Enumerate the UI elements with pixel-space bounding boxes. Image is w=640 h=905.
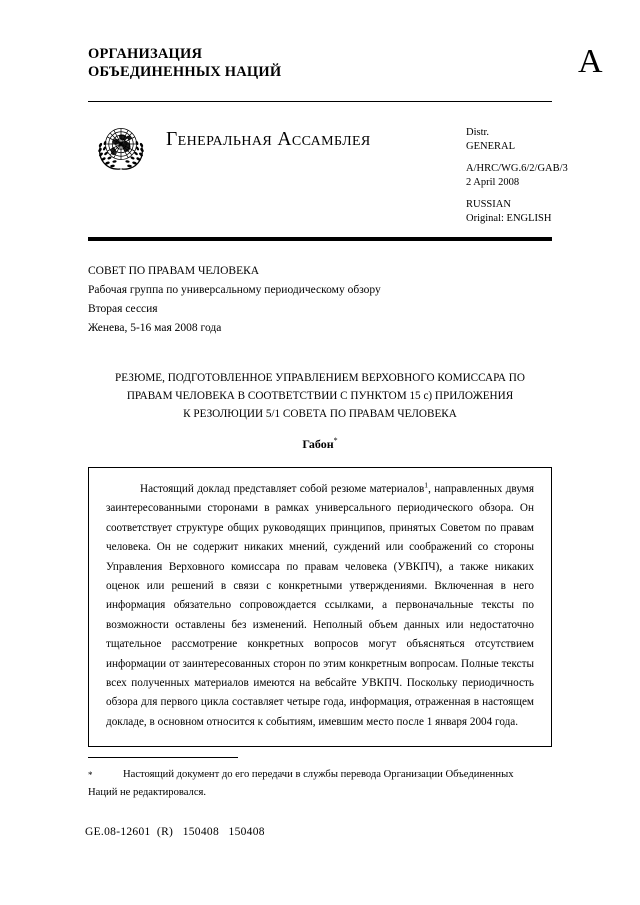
general-assembly-title: Генеральная Ассамблея xyxy=(166,129,371,150)
summary-part1: Настоящий доклад представляет собой резюме материалов xyxy=(140,483,425,495)
header-rule-thick xyxy=(88,237,552,241)
council-block xyxy=(88,262,381,338)
footnote-text: Настоящий документ до его передачи в службы перевода Организации Объединенных Наций не редактировался. xyxy=(88,769,514,798)
country-footnote-mark: * xyxy=(333,436,338,445)
distr-value: GENERAL xyxy=(466,140,515,152)
distribution-block xyxy=(466,126,568,225)
session-number: Вторая сессия xyxy=(88,303,158,315)
document-symbol: A/HRC/WG.6/2/GAB/3 xyxy=(466,163,568,174)
summary-paragraph xyxy=(106,480,534,732)
organization-name-line1: ОРГАНИЗАЦИЯ xyxy=(88,46,203,62)
document-date: 2 April 2008 xyxy=(466,176,520,188)
footnote-block xyxy=(88,766,538,802)
country-name-text: Габон xyxy=(302,437,334,451)
un-emblem-icon xyxy=(93,122,149,174)
working-group-name: Рабочая группа по универсальному периодическому обзору xyxy=(88,284,381,296)
council-name: СОВЕТ ПО ПРАВАМ ЧЕЛОВЕКА xyxy=(88,265,260,277)
document-language: RUSSIAN xyxy=(466,199,511,210)
document-symbol-letter: A xyxy=(578,43,603,80)
summary-box xyxy=(88,467,552,747)
footer-document-code: GE.08-12601 (R) 150408 150408 xyxy=(85,826,265,838)
organization-name xyxy=(88,46,552,81)
page-title-line1: РЕЗЮМЕ, ПОДГОТОВЛЕННОЕ УПРАВЛЕНИЕМ ВЕРХОВНОГО КОМИССАРА ПО xyxy=(115,372,525,384)
page-title-line2: ПРАВАМ ЧЕЛОВЕКА В СООТВЕТСТВИИ С ПУНКТОМ 15 с) ПРИЛОЖЕНИЯ xyxy=(126,390,514,402)
footnote-mark: * xyxy=(88,770,93,780)
page-title-line3: К РЕЗОЛЮЦИИ 5/1 СОВЕТА ПО ПРАВАМ ЧЕЛОВЕКА xyxy=(183,408,457,420)
country-name xyxy=(88,437,552,452)
page-title xyxy=(88,369,552,423)
organization-name-line2: ОБЪЕДИНЕННЫХ НАЦИЙ xyxy=(88,63,282,80)
summary-part2: , направленных двумя заинтересованными сторонами в рамках универсального периодического обзора. Он соответствует структуре общих руководящих принципов, принятых Советом по правам человека. Он не содержит никаких мнений, суждений или соображений со стороны Управления Верховного комиссара по правам человека (УВКПЧ), а также никаких оценок или решений в связи с конкретными утверждениями. Включенная в него информация обязательно сопровождается ссылками, а первоначальные тексты по возможности оставлены без изменений. Неполный объем данных или недостаточно тщательное рассмотрение конкретных вопросов могут объясняться отсутствием информации от заинтересованных сторон по этим конкретным вопросам. Полные тексты всех полученных материалов имеются на вебсайте УВКПЧ. Поскольку периодичность обзора для первого цикла составляет четыре года, информация, отраженная в настоящем докладе, в основном относится к событиям, имевшим место после 1 января 2004 года. xyxy=(106,483,534,728)
header-rule-thin xyxy=(88,101,552,102)
summary-footnote-ref: 1 xyxy=(424,480,429,490)
footnote-separator xyxy=(88,757,238,758)
distr-label: Distr. xyxy=(466,127,490,138)
session-location-date: Женева, 5-16 мая 2008 года xyxy=(88,322,222,334)
document-original-language: Original: ENGLISH xyxy=(466,212,552,224)
